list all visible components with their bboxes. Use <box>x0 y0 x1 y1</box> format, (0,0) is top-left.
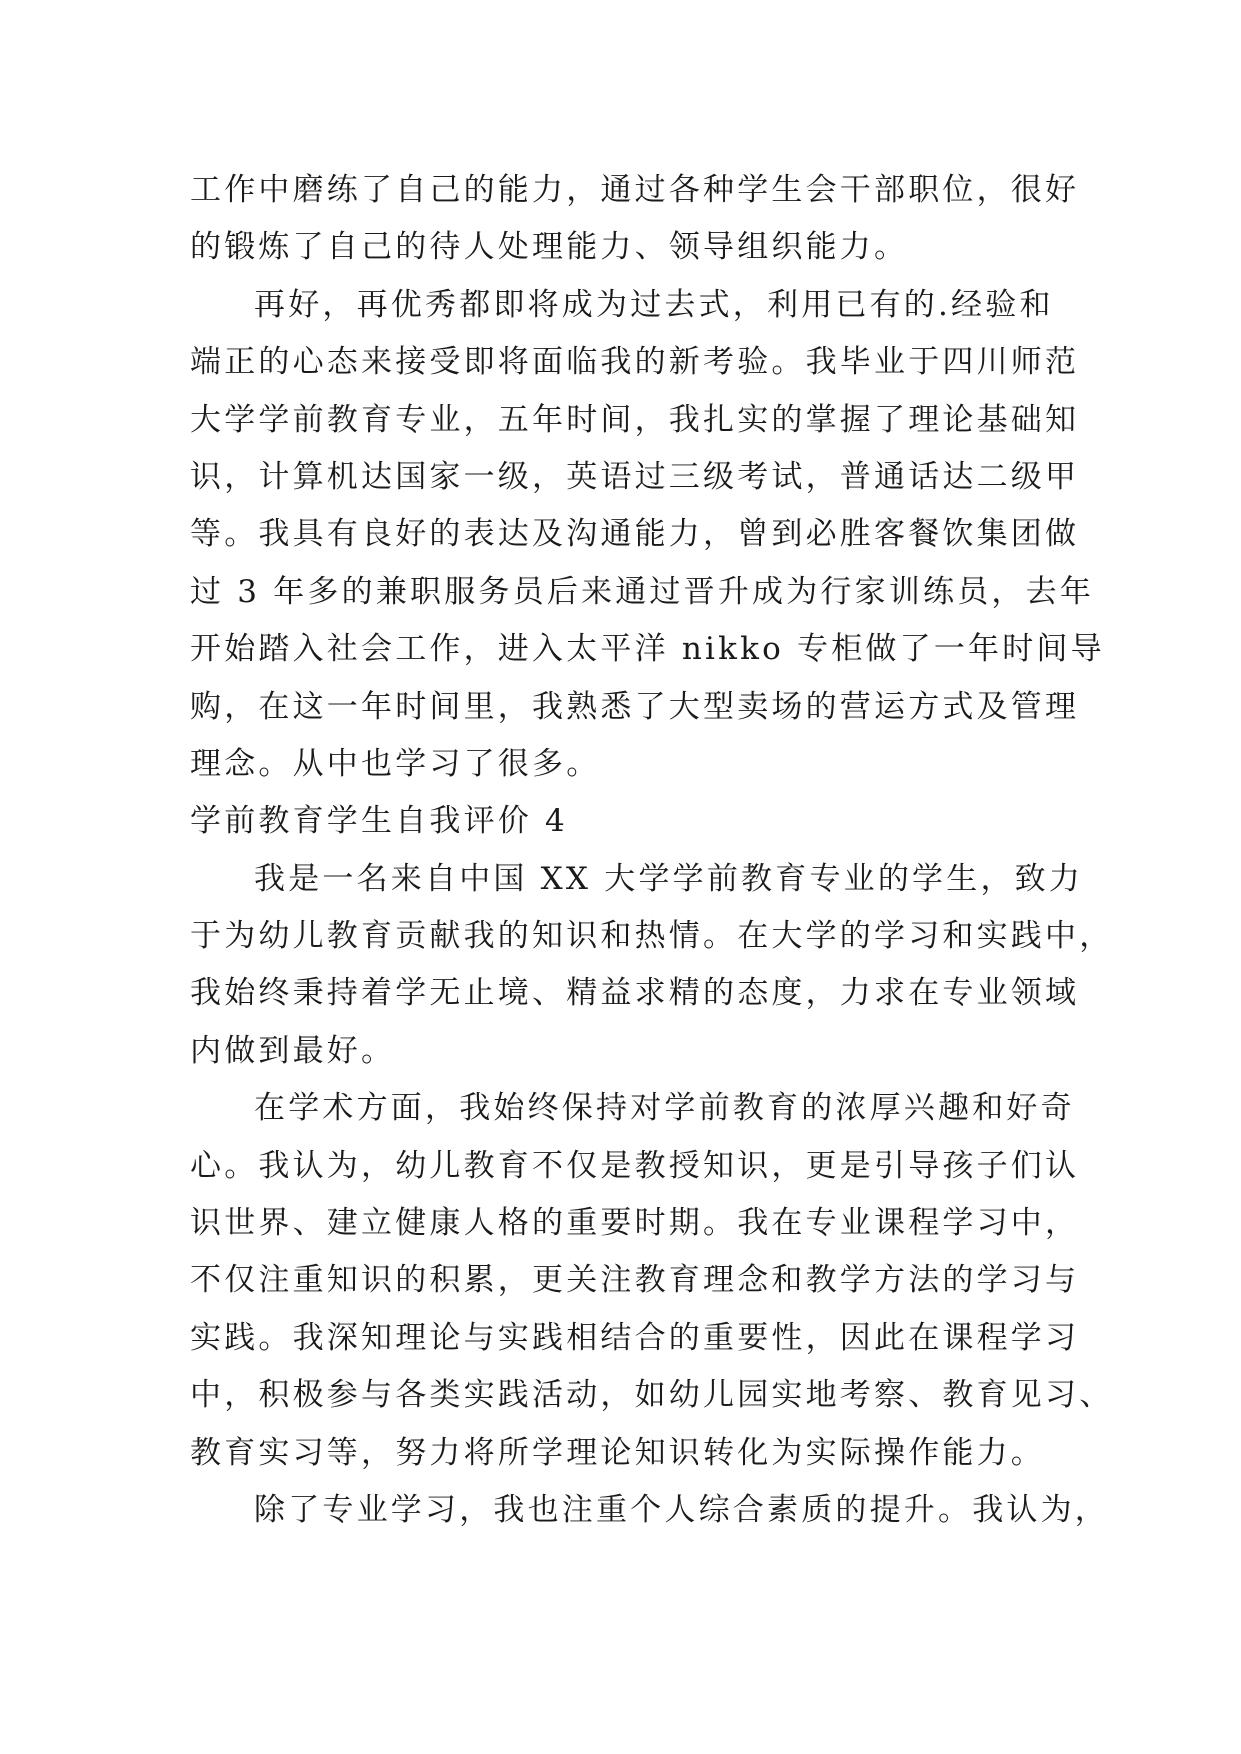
text-line: 在学术方面，我始终保持对学前教育的浓厚兴趣和好奇 <box>254 1090 1075 1127</box>
text-line: 端正的心态来接受即将面临我的新考验。我毕业于四川师范 <box>190 344 1080 381</box>
text-line: 中，积极参与各类实践活动，如幼儿园实地考察、教育见习、 <box>190 1377 1114 1414</box>
text-line: 我是一名来自中国 XX 大学学前教育专业的学生，致力 <box>254 860 1084 897</box>
document-body <box>190 162 1114 1539</box>
text-line: 教育实习等，努力将所学理论知识转化为实际操作能力。 <box>190 1434 1045 1471</box>
text-line: 工作中磨练了自己的能力，通过各种学生会干部职位，很好 <box>190 172 1080 208</box>
text-line: 于为幼儿教育贡献我的知识和热情。在大学的学习和实践中， <box>190 918 1114 955</box>
text-line: 识，计算机达国家一级，英语过三级考试，普通话达二级甲 <box>190 458 1080 495</box>
text-line: 再好，再优秀都即将成为过去式，利用已有的.经验和 <box>254 286 1054 323</box>
text-line: 识世界、建立健康人格的重要时期。我在专业课程学习中， <box>190 1205 1080 1242</box>
text-line: 的锻炼了自己的待人处理能力、领导组织能力。 <box>190 229 909 266</box>
text-line: 大学学前教育专业，五年时间，我扎实的掌握了理论基础知 <box>190 401 1080 438</box>
text-line: 开始踏入社会工作，进入太平洋 nikko 专柜做了一年时间导 <box>190 631 1105 668</box>
text-line: 除了专业学习，我也注重个人综合素质的提升。我认为， <box>254 1491 1109 1528</box>
text-line: 我始终秉持着学无止境、精益求精的态度，力求在专业领域 <box>190 975 1080 1012</box>
text-line: 购，在这一年时间里，我熟悉了大型卖场的营运方式及管理 <box>190 688 1080 725</box>
text-line: 不仅注重知识的积累，更关注教育理念和教学方法的学习与 <box>190 1262 1080 1299</box>
text-line: 实践。我深知理论与实践相结合的重要性，因此在课程学习 <box>190 1319 1080 1356</box>
text-line: 心。我认为，幼儿教育不仅是教授知识，更是引导孩子们认 <box>190 1147 1080 1184</box>
section-heading: 学前教育学生自我评价 4 <box>190 803 568 840</box>
text-line: 内做到最好。 <box>190 1032 396 1069</box>
text-line: 过 3 年多的兼职服务员后来通过晋升成为行家训练员，去年 <box>190 573 1095 610</box>
text-line: 理念。从中也学习了很多。 <box>190 745 601 782</box>
text-line: 等。我具有良好的表达及沟通能力，曾到必胜客餐饮集团做 <box>190 516 1080 553</box>
